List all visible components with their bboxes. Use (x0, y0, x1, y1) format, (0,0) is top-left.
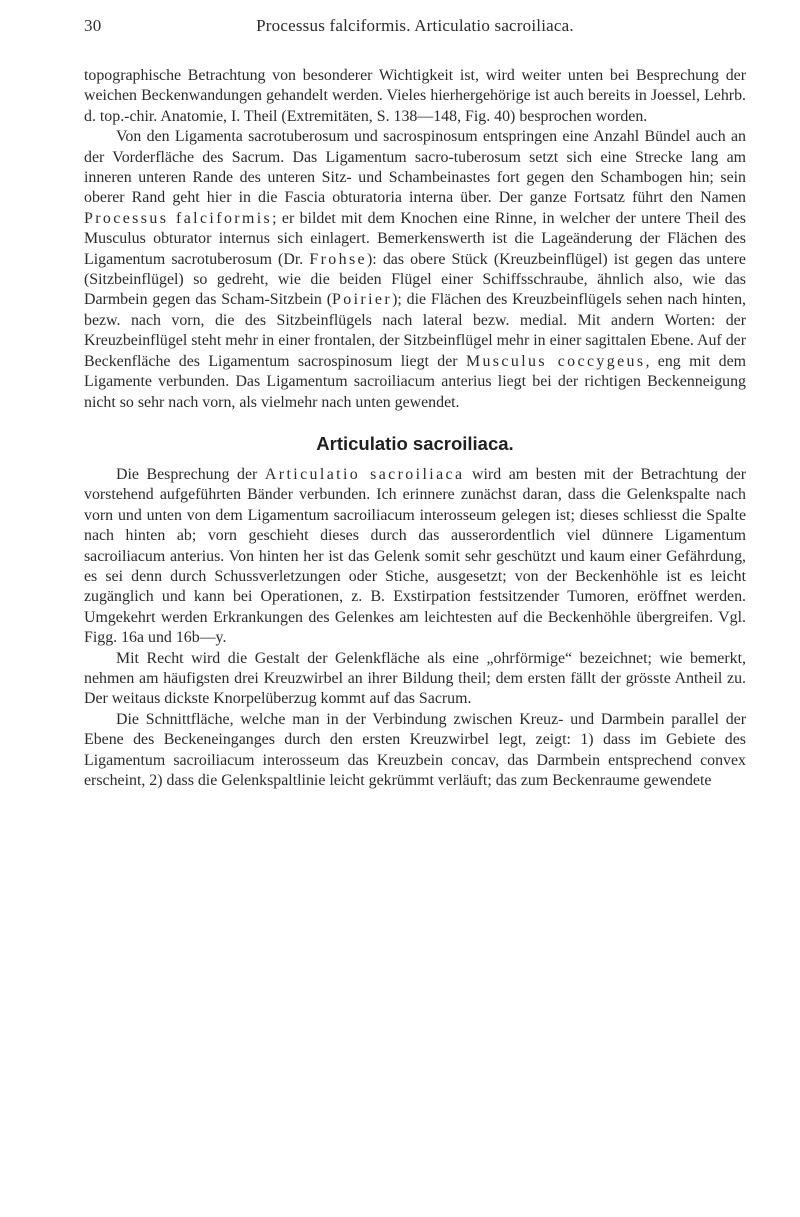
spaced-term-articulatio-sacroiliaca: Articulatio sacroiliaca (264, 465, 465, 483)
spaced-term-musculus-coccygeus: Musculus coccygeus (465, 352, 646, 370)
running-title: Processus falciformis. Articulatio sacroiliaca. (256, 16, 574, 35)
text-run: , eng mit dem Ligamente verbunden. Das Ligamentum sacroiliacum anterius liegt bei der richtigen Beckenneigung nicht so sehr nach vorn, als vielmehr nach unten gewendet. (84, 352, 746, 411)
running-header (84, 0, 746, 36)
text-run: ); die Flächen des Kreuzbeinflügels sehen nach hinten, bezw. nach vorn, die des Sitzbeinflügels nach lateral bezw. medial. Mit andern Worten: der Kreuzbeinflügel steht mehr in einer frontalen, der Sitzbeinflügel mehr in einer sagittalen Ebene. Auf der Beckenfläche des Ligamentum sacrospinosum liegt der (84, 291, 746, 370)
page-number: 30 (84, 16, 102, 35)
section-heading: Articulatio sacroiliaca. (316, 432, 514, 454)
body-text (84, 66, 746, 791)
paragraph-articulatio (84, 465, 746, 649)
paragraph-schnittflaeche: Die Schnittfläche, welche man in der Verbindung zwischen Kreuz- und Darmbein parallel der Ebene des Beckeneinganges durch den ersten Kreuzwirbel legt, zeigt: 1) dass im Gebiete des Ligamentum sacroiliacum interosseum das Kreuzbein concav, das Darmbein entsprechend convex erscheint, 2) dass die Gelenkspaltlinie leicht gekrümmt verläuft; das zum Beckenraume gewendete (84, 710, 746, 789)
text-run: ; er bildet mit dem Knochen eine Rinne, in welcher der untere Theil des Musculus obturator internus sich einlagert. Bemerkenswerth ist die Lageänderung der Flächen des Ligamentum sacrotuberosum (Dr. (84, 209, 746, 268)
spaced-term-processus-falciformis: Processus falciformis (84, 209, 273, 227)
text-run: ): das obere Stück (Kreuzbeinflügel) ist gegen das untere (Sitzbeinflügel) so gedreht, wie die beiden Flügel einer Schiffsschraube, ähnlich also, wie das Darmbein gegen das Scham-Sitzbein ( (84, 250, 746, 309)
text-run: Von den Ligamenta sacrotuberosum und sacrospinosum entspringen eine Anzahl Bündel auch an der Vorderfläche des Sacrum. Das Ligamentum sacro-tuberosum setzt sich eine Strecke lang am inneren unteren Rande des unteren Sitz- und Schambeinastes fort gegen den Schambogen hin; sein oberer Rand geht hier in die Fascia obturatoria interna über. Der ganze Fortsatz führt den Namen (84, 128, 746, 207)
paragraph-ligamenta (84, 127, 746, 413)
spaced-name-frohse: Frohse (309, 250, 367, 268)
paragraph-gelenkflaeche: Mit Recht wird die Gestalt der Gelenkfläche als eine „ohrförmige“ bezeichnet; wie bemerkt, nehmen am häufigsten drei Kreuzwirbel an ihrer Bildung theil; dem ersten fällt der grösste Antheil zu. Der weitaus dickste Knorpelüberzug kommt auf das Sacrum. (84, 649, 746, 708)
text-run: Die Besprechung der (116, 465, 258, 483)
paragraph-continuation: topographische Betrachtung von besonderer Wichtigkeit ist, wird weiter unten bei Besprechung der weichen Beckenwandungen gehandelt werden. Vieles hierhergehörige ist auch bereits in Joessel, Lehrb. d. top.-chir. Anatomie, I. Theil (Extremitäten, S. 138—148, Fig. 40) besprochen worden. (84, 67, 746, 125)
spaced-name-poirier: Poirier (332, 291, 393, 309)
text-run: wird am besten mit der Betrachtung der vorstehend aufgeführten Bänder verbunden. Ich erinnere zunächst daran, dass die Gelenkspalte nach vorn und unten von dem Ligamentum sacroiliacum interosseum gelegen ist; dieses schliesst die Spalte nach hinten ab; vorn geschieht dieses durch das ausserordentlich viel dünnere Ligamentum sacroiliacum anterius. Von hinten her ist das Gelenk somit sehr geschützt und kaum einer Gefährdung, es sei denn durch Schussverletzungen oder Stiche, ausgesetzt; von der Beckenhöhle ist es leicht zugänglich und kann bei Operationen, z. B. Exstirpation festsitzender Tumoren, eröffnet werden. Umgekehrt werden Erkrankungen des Gelenkes am leichtesten auf die Beckenhöhle übergreifen. Vgl. Figg. 16a und 16b—y. (84, 465, 746, 647)
